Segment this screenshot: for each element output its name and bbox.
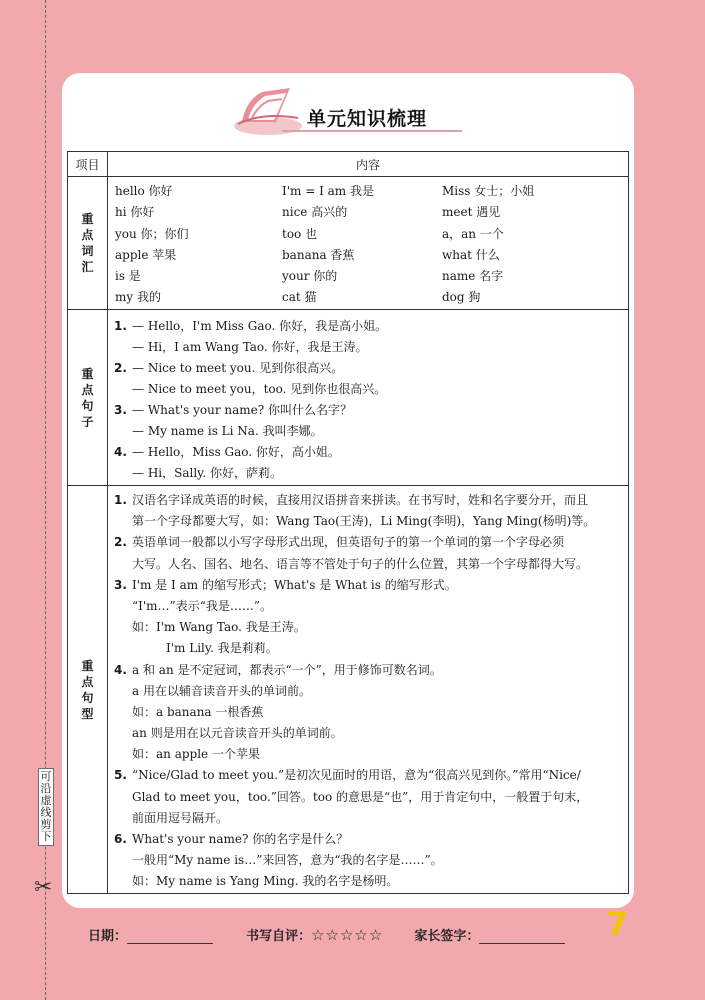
grammar-line: a 用在以辅音读音开头的单词前。 [132, 683, 311, 698]
vocab-item: my 我的 [115, 290, 161, 305]
self-eval-label: 书写自评： [246, 929, 312, 944]
sentence-line: 4. — Hello，Miss Gao. 你好，高小姐。 [114, 445, 340, 459]
vocab-item: hi 你好 [115, 205, 155, 220]
scissors-icon: ✂ [34, 875, 53, 900]
rating-stars[interactable]: ☆☆☆☆☆ [311, 926, 384, 944]
grammar-line: 2. 英语单词一般都以小写字母形式出现，但英语句子的第一个单词的第一个字母必须 [114, 535, 565, 550]
vocab-cell [108, 177, 629, 310]
grammar-line: 如：a banana 一根香蕉 [132, 704, 264, 719]
sentences-row [68, 310, 629, 486]
vocab-item: what 什么 [442, 247, 500, 262]
grammar-line: 6. What's your name? 你的名字是什么？ [114, 832, 349, 846]
vocab-item: meet 遇见 [442, 205, 501, 220]
page-title: 单元知识梳理 [307, 108, 428, 130]
grammar-line: 前面用逗号隔开。 [132, 810, 229, 825]
grammar-label: 重点句型 [68, 486, 108, 894]
vocab-row [68, 177, 629, 310]
vocab-item: I'm = I am 我是 [282, 184, 375, 198]
grammar-line: 3. I'm 是 I am 的缩写形式；What's 是 What is 的缩写形式。 [114, 577, 457, 592]
grammar-row [68, 486, 629, 894]
vocab-item: name 名字 [442, 269, 504, 284]
sentences-cell [108, 310, 629, 486]
grammar-cell [108, 486, 629, 894]
vocab-item: you 你；你们 [115, 226, 189, 241]
date-blank[interactable] [127, 929, 213, 944]
sentence-line: — My name is Li Na. 我叫李娜。 [132, 424, 323, 438]
title-banner [232, 82, 472, 138]
vocab-item: your 你的 [282, 269, 338, 284]
vocab-item: cat 猫 [282, 290, 317, 305]
sentence-line: 1. — Hello，I'm Miss Gao. 你好，我是高小姐。 [114, 319, 388, 333]
header-item: 项目 [68, 152, 108, 177]
vocab-item: Miss 女士；小姐 [442, 184, 535, 198]
grammar-line: 如：My name is Yang Ming. 我的名字是杨明。 [132, 874, 399, 889]
vocab-item: nice 高兴的 [282, 205, 348, 220]
parent-signature-blank[interactable] [479, 929, 565, 944]
sentence-line: — Hi，Sally. 你好，萨莉。 [132, 466, 282, 480]
knowledge-table [67, 151, 629, 894]
sentence-line: — Nice to meet you，too. 见到你也很高兴。 [132, 382, 387, 396]
sentence-line: 3. — What's your name? 你叫什么名字？ [114, 403, 353, 417]
cut-dashed-line [45, 0, 46, 1000]
page-number: 7 [606, 905, 629, 943]
grammar-line: 一般用“My name is…”来回答，意为“我的名字是……”。 [132, 853, 443, 868]
vocab-label: 重点词汇 [68, 177, 108, 310]
grammar-line: 1. 汉语名字译成英语的时候，直接用汉语拼音来拼读。在书写时，姓和名字要分开，而且 [114, 493, 589, 507]
vocab-item: banana 香蕉 [282, 247, 355, 262]
vocab-item: too 也 [282, 226, 318, 241]
parent-signature-label: 家长签字： [414, 929, 480, 944]
cut-along-line-note: 可沿虚线剪下 [38, 768, 54, 846]
vocab-item: is 是 [115, 269, 141, 284]
grammar-line: 4. a 和 an 是不定冠词，都表示“一个”，用于修饰可数名词。 [114, 662, 442, 677]
sentences-label: 重点句子 [68, 310, 108, 486]
grammar-line: an 则是用在以元音读音开头的单词前。 [132, 726, 343, 741]
grammar-line: Glad to meet you，too.”回答。too 的意思是“也”，用于肯定句中，一般置于句末， [132, 789, 589, 804]
vocab-item: hello 你好 [115, 184, 173, 198]
sentence-line: 2. — Nice to meet you. 见到你很高兴。 [114, 361, 344, 375]
grammar-line: 大写。人名、国名、地名、语言等不管处于句子的什么位置，其第一个字母都得大写。 [132, 556, 589, 571]
footer [88, 925, 565, 944]
title-underline [282, 130, 462, 132]
vocab-item: dog 狗 [442, 290, 481, 305]
sentence-line: — Hi，I am Wang Tao. 你好，我是王涛。 [132, 340, 368, 354]
vocab-item: a，an 一个 [442, 226, 504, 241]
vocab-item: apple 苹果 [115, 247, 177, 262]
grammar-line: 如：an apple 一个苹果 [132, 747, 260, 762]
grammar-line: 如：I'm Wang Tao. 我是王涛。 [132, 620, 306, 635]
header-content: 内容 [108, 152, 629, 177]
grammar-line: I'm Lily. 我是莉莉。 [166, 641, 278, 656]
grammar-line: 5. “Nice/Glad to meet you.”是初次见面时的用语，意为“很高兴见到你。”常用“Nice/ [114, 768, 581, 783]
grammar-line: “I'm…”表示“我是……”。 [132, 598, 272, 613]
table-header-row [68, 152, 629, 177]
date-label: 日期： [88, 929, 128, 944]
grammar-line: 第一个字母都要大写，如：Wang Tao(王涛)，Li Ming(李明)，Yang Ming(杨明)等。 [132, 514, 596, 529]
